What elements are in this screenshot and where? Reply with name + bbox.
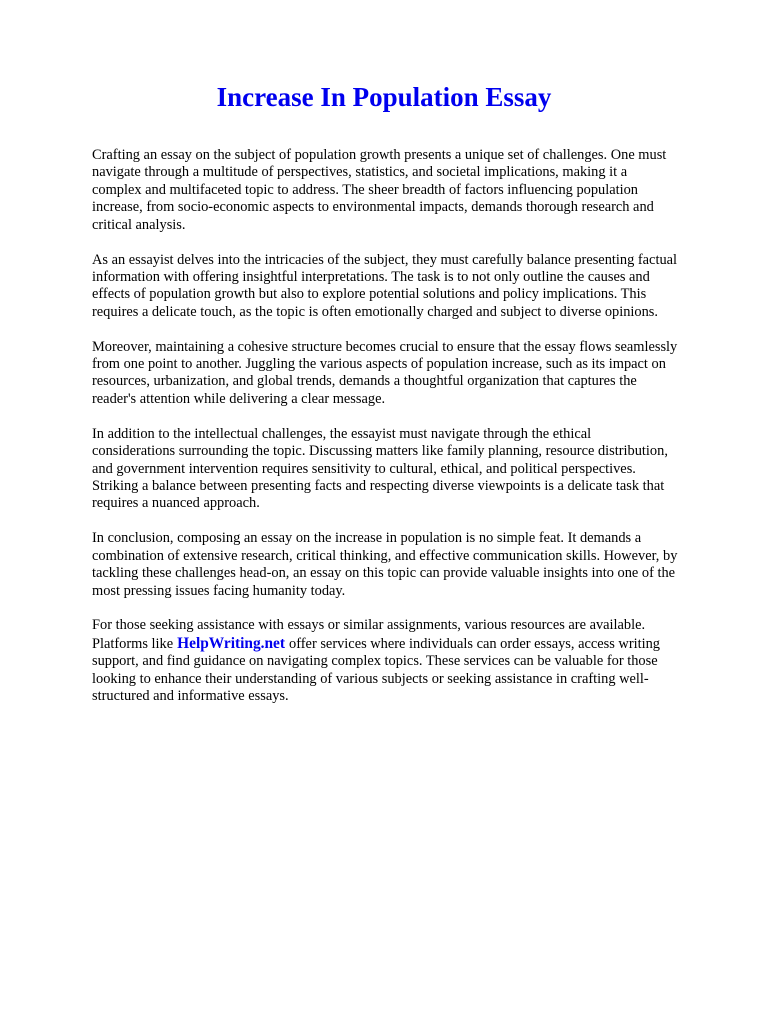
paragraph-2 bbox=[92, 252, 732, 322]
paragraph-line: reader's attention while delivering a clear message. bbox=[92, 390, 386, 407]
helpwriting-link[interactable]: HelpWriting.net bbox=[177, 634, 286, 652]
paragraph-line: For those seeking assistance with essays or similar assignments, various resources are available. bbox=[92, 617, 646, 634]
paragraph-line: looking to enhance their understanding of various subjects or seeking assistance in crafting well- bbox=[92, 670, 649, 687]
paragraph-line: In addition to the intellectual challenges, the essayist must navigate through the ethical bbox=[92, 425, 592, 442]
paragraph-line: most pressing issues facing humanity today. bbox=[92, 582, 346, 599]
paragraph-6 bbox=[92, 617, 732, 705]
paragraph-line: Striking a balance between presenting facts and respecting diverse viewpoints is a delicate task that bbox=[92, 478, 665, 494]
paragraph-text: offer services where individuals can order essays, access writing bbox=[289, 635, 660, 652]
paragraph-line: support, and find guidance on navigating complex topics. These services can be valuable for those bbox=[92, 653, 658, 670]
paragraph-line: complex and multifaceted topic to address. The sheer breadth of factors influencing population bbox=[92, 181, 639, 198]
paragraph-text: Platforms like bbox=[92, 635, 174, 652]
paragraph-line: As an essayist delves into the intricacies of the subject, they must carefully balance presenting factual bbox=[92, 251, 678, 268]
paragraph-line: critical analysis. bbox=[92, 216, 186, 233]
paragraph-line: In conclusion, composing an essay on the increase in population is no simple feat. It demands a bbox=[92, 530, 642, 547]
paragraph-line: considerations surrounding the topic. Discussing matters like family planning, resource distribution, bbox=[92, 443, 668, 460]
paragraph-line: requires a nuanced approach. bbox=[92, 495, 260, 512]
paragraph-3 bbox=[92, 339, 732, 409]
paragraph-line: and government intervention requires sensitivity to cultural, ethical, and political perspectives. bbox=[92, 460, 636, 477]
paragraph-line: effects of population growth but also to explore potential solutions and policy implications. This bbox=[92, 286, 647, 303]
paragraph-4 bbox=[92, 426, 732, 513]
paragraph-line: tackling these challenges head-on, an essay on this topic can provide valuable insights into one of the bbox=[92, 565, 676, 582]
paragraph-line-with-link bbox=[92, 635, 732, 653]
paragraph-line: Moreover, maintaining a cohesive structure becomes crucial to ensure that the essay flows seamlessly bbox=[92, 338, 678, 355]
essay-body bbox=[92, 147, 732, 723]
paragraph-line: combination of extensive research, critical thinking, and effective communication skills. However, by bbox=[92, 547, 678, 564]
paragraph-5 bbox=[92, 530, 732, 600]
paragraph-line: information with offering insightful interpretations. The task is to not only outline the causes and bbox=[92, 268, 650, 285]
paragraph-line: from one point to another. Juggling the various aspects of population increase, such as its impact on bbox=[92, 356, 666, 373]
paragraph-line: requires a delicate touch, as the topic is often emotionally charged and subject to diverse opinions. bbox=[92, 303, 658, 320]
page-title: Increase In Population Essay bbox=[216, 82, 552, 112]
paragraph-line: structured and informative essays. bbox=[92, 688, 289, 705]
paragraph-line: navigate through a multitude of perspectives, statistics, and societal implications, making it a bbox=[92, 164, 628, 181]
paragraph-line: resources, urbanization, and global trends, demands a thoughtful organization that captures the bbox=[92, 373, 637, 390]
paragraph-1 bbox=[92, 147, 732, 234]
paragraph-line: increase, from socio-economic aspects to environmental impacts, demands thorough research and bbox=[92, 199, 654, 216]
paragraph-line: Crafting an essay on the subject of population growth presents a unique set of challenges. One must bbox=[92, 147, 667, 163]
